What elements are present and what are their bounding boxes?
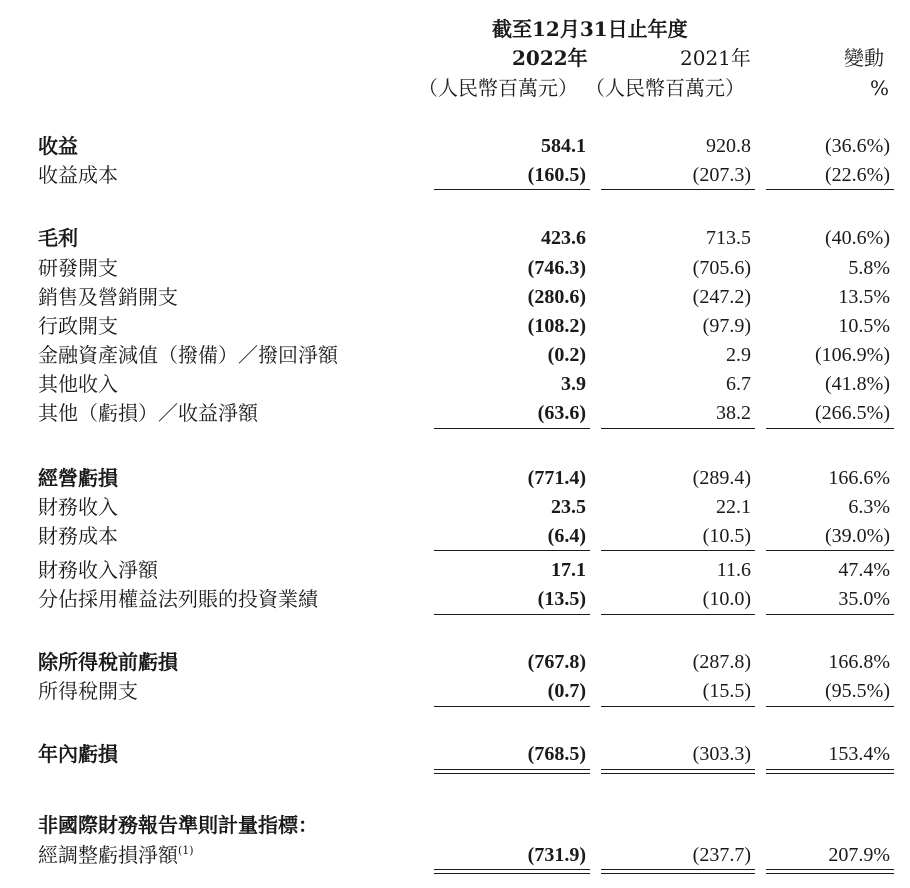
row-label: 財務成本 [38,524,118,548]
value-change: 166.6% [828,467,890,489]
table-row [0,463,910,493]
value-2022: (13.5) [537,588,586,610]
col-2021-year: 2021年 [680,46,751,70]
value-2021: 713.5 [706,227,751,249]
row-label: 研發開支 [38,256,118,280]
underline [601,550,755,551]
underline [434,706,590,707]
value-2021: 920.8 [706,135,751,157]
value-change: 5.8% [848,257,890,279]
value-2021: (15.5) [702,680,751,702]
period-header: 截至12月31日止年度 [492,17,688,41]
table-row [0,131,910,161]
value-change: 35.0% [838,588,890,610]
row-label: 分佔採用權益法列賬的投資業績 [38,587,318,611]
row-label: 經營虧損 [38,466,118,490]
value-2021: (247.2) [692,286,751,308]
row-label: 行政開支 [38,314,118,338]
table-row [0,311,910,341]
value-2022: 3.9 [561,373,586,395]
value-2022: (0.2) [547,344,586,366]
double-underline [766,869,894,874]
col-change-unit: % [870,76,890,100]
value-change: (95.5%) [825,680,890,702]
double-underline [601,869,755,874]
value-2022: (63.6) [537,402,586,424]
value-change: (39.0%) [825,525,890,547]
underline [601,428,755,429]
value-2022: (160.5) [527,164,586,186]
value-change: 166.8% [828,651,890,673]
value-change: 13.5% [838,286,890,308]
table-row [0,739,910,769]
underline [766,614,894,615]
value-2021: (207.3) [692,164,751,186]
footnote-marker: (1) [178,844,194,857]
row-label: 收益成本 [38,163,118,187]
value-2021: (237.7) [692,844,751,866]
col-2021-unit: （人民幣百萬元） [585,76,745,100]
value-2022: (280.6) [527,286,586,308]
value-2021: (289.4) [692,467,751,489]
underline [766,189,894,190]
value-change: (22.6%) [825,164,890,186]
value-2021: 2.9 [726,344,751,366]
table-row [0,160,910,190]
table-row [0,253,910,283]
row-label: 所得稅開支 [38,679,138,703]
value-change: (40.6%) [825,227,890,249]
table-row [0,584,910,614]
underline [434,189,590,190]
double-underline [434,769,590,774]
value-2022: 423.6 [541,227,586,249]
value-2021: 38.2 [716,402,751,424]
double-underline [601,769,755,774]
value-change: 153.4% [828,743,890,765]
table-row [0,223,910,253]
value-2022: (771.4) [527,467,586,489]
value-2021: (10.0) [702,588,751,610]
value-2021: (705.6) [692,257,751,279]
value-change: (36.6%) [825,135,890,157]
col-2022-year: 2022年 [512,46,588,70]
value-2021: (287.8) [692,651,751,673]
underline [766,428,894,429]
underline [766,706,894,707]
row-label: 金融資產減值（撥備）／撥回淨額 [38,343,338,367]
row-label [38,840,194,870]
value-2022: 17.1 [551,559,586,581]
value-2022: (108.2) [527,315,586,337]
underline [434,428,590,429]
non-ifrs-heading-row [0,810,910,840]
col-change-title: 變動 [844,46,884,70]
value-change: 47.4% [838,559,890,581]
underline [434,550,590,551]
adjusted-loss-label: 經調整虧損淨額 [38,843,178,867]
table-row [0,840,910,870]
value-change: (106.9%) [815,344,890,366]
table-row [0,676,910,706]
table-row [0,521,910,551]
table-row [0,492,910,522]
row-label: 年內虧損 [38,742,118,766]
value-change: (266.5%) [815,402,890,424]
value-2021: 11.6 [716,559,751,581]
row-label: 其他（虧損）／收益淨額 [38,401,258,425]
value-2021: (303.3) [692,743,751,765]
table-row [0,398,910,428]
table-row [0,555,910,585]
double-underline [434,869,590,874]
row-label: 銷售及營銷開支 [38,285,178,309]
row-label: 其他收入 [38,372,118,396]
underline [601,189,755,190]
value-2021: (97.9) [702,315,751,337]
value-2022: (768.5) [527,743,586,765]
value-change: 6.3% [848,496,890,518]
row-label: 毛利 [38,226,78,250]
row-label: 財務收入淨額 [38,558,158,582]
double-underline [766,769,894,774]
value-2022: 23.5 [551,496,586,518]
value-2022: 584.1 [541,135,586,157]
row-label: 收益 [38,134,78,158]
value-2022: (731.9) [527,844,586,866]
value-change: 10.5% [838,315,890,337]
table-row [0,647,910,677]
value-2021: 6.7 [726,373,751,395]
row-label: 財務收入 [38,495,118,519]
value-2022: (6.4) [547,525,586,547]
value-2022: (767.8) [527,651,586,673]
table-row [0,369,910,399]
table-row [0,282,910,312]
value-change: (41.8%) [825,373,890,395]
non-ifrs-heading: 非國際財務報告準則計量指標： [38,813,318,837]
value-2022: (0.7) [547,680,586,702]
col-2022-unit: （人民幣百萬元） [418,76,578,100]
row-label: 除所得稅前虧損 [38,650,178,674]
underline [766,550,894,551]
value-change: 207.9% [828,844,890,866]
value-2022: (746.3) [527,257,586,279]
underline [434,614,590,615]
table-row [0,340,910,370]
value-2021: 22.1 [716,496,751,518]
underline [601,706,755,707]
underline [601,614,755,615]
value-2021: (10.5) [702,525,751,547]
